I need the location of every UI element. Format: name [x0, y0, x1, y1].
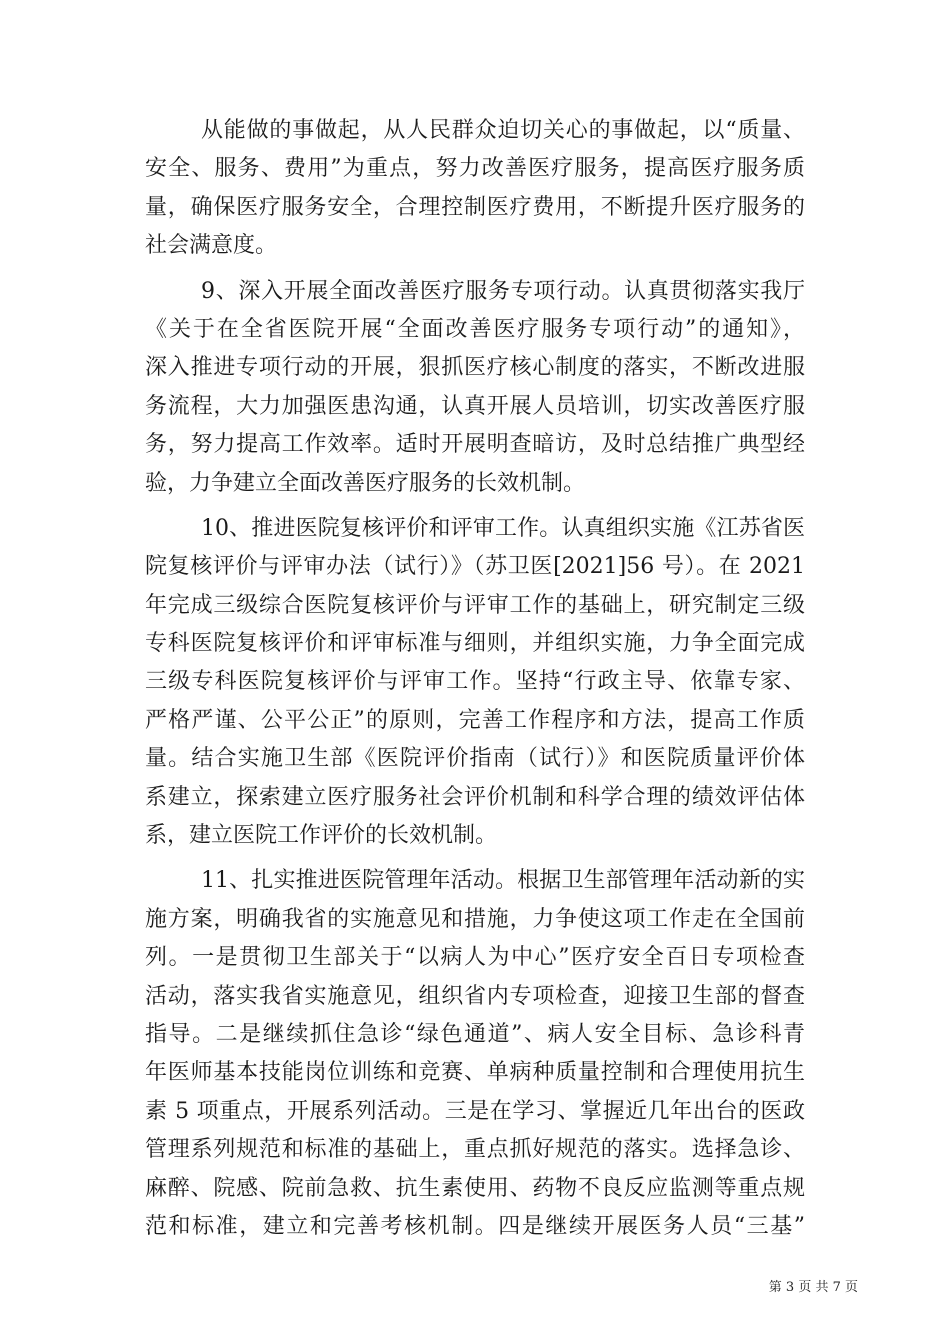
text-line: 专科医院复核评价和评审标准与细则，并组织实施，力争全面完成: [145, 631, 805, 657]
text-line: 务流程，大力加强医患沟通，认真开展人员培训，切实改善医疗服: [145, 393, 805, 419]
text-line: 10、推进医院复核评价和评审工作。认真组织实施《江苏省医: [201, 515, 805, 541]
text-line: 管理系列规范和标准的基础上，重点抓好规范的落实。选择急诊、: [145, 1137, 805, 1163]
text-line: 安全、服务、费用”为重点，努力改善医疗服务，提高医疗服务质: [145, 156, 805, 182]
text-line: 列。一是贯彻卫生部关于“以病人为中心”医疗安全百日专项检查: [145, 945, 805, 971]
text-line: 量，确保医疗服务安全，合理控制医疗费用，不断提升医疗服务的: [145, 194, 805, 220]
text-line: 验，力争建立全面改善医疗服务的长效机制。: [145, 470, 586, 496]
paragraph-2: [145, 273, 805, 503]
text-line: 活动，落实我省实施意见，组织省内专项检查，迎接卫生部的督查: [145, 983, 805, 1009]
paragraph-4: [145, 862, 805, 1246]
text-line: 《关于在全省医院开展“全面改善医疗服务专项行动”的通知》，: [145, 316, 805, 342]
text-line: 系，建立医院工作评价的长效机制。: [145, 823, 498, 849]
text-line: 9、深入开展全面改善医疗服务专项行动。认真贯彻落实我厅: [201, 278, 805, 304]
text-line: 麻醉、院感、院前急救、抗生素使用、药物不良反应监测等重点规: [145, 1175, 805, 1201]
text-line: 范和标准，建立和完善考核机制。四是继续开展医务人员“三基”: [145, 1213, 805, 1239]
document-body: [145, 112, 805, 1246]
text-line: 11、扎实推进医院管理年活动。根据卫生部管理年活动新的实: [201, 868, 805, 894]
text-line: 从能做的事做起，从人民群众迫切关心的事做起，以“质量、: [201, 118, 805, 143]
text-line: 量。结合实施卫生部《医院评价指南（试行）》和医院质量评价体: [145, 746, 805, 772]
text-line: 素 5 项重点，开展系列活动。三是在学习、掌握近几年出台的医政: [145, 1098, 805, 1124]
text-line: 年完成三级综合医院复核评价与评审工作的基础上，研究制定三级: [145, 592, 805, 618]
text-line: 系建立，探索建立医疗服务社会评价机制和科学合理的绩效评估体: [145, 784, 805, 810]
text-line: 年医师基本技能岗位训练和竞赛、单病种质量控制和合理使用抗生: [145, 1060, 805, 1086]
text-line: 指导。二是继续抓住急诊“绿色通道”、病人安全目标、急诊科青: [145, 1021, 805, 1047]
text-line: 三级专科医院复核评价与评审工作。坚持“行政主导、依靠专家、: [145, 669, 805, 695]
paragraph-1: [145, 112, 805, 266]
page-number: 第 3 页 共 7 页: [768, 1280, 858, 1295]
text-line: 深入推进专项行动的开展，狠抓医疗核心制度的落实，不断改进服: [145, 355, 805, 381]
text-line: 施方案，明确我省的实施意见和措施，力争使这项工作走在全国前: [145, 906, 805, 932]
text-line: 务，努力提高工作效率。适时开展明查暗访，及时总结推广典型经: [145, 432, 805, 458]
text-line: 社会满意度。: [145, 233, 278, 259]
paragraph-3: [145, 510, 805, 856]
text-line: 院复核评价与评审办法（试行）》（苏卫医[2021]56 号）。在 2021: [145, 554, 805, 580]
text-line: 严格严谨、公平公正”的原则，完善工作程序和方法，提高工作质: [145, 707, 805, 733]
